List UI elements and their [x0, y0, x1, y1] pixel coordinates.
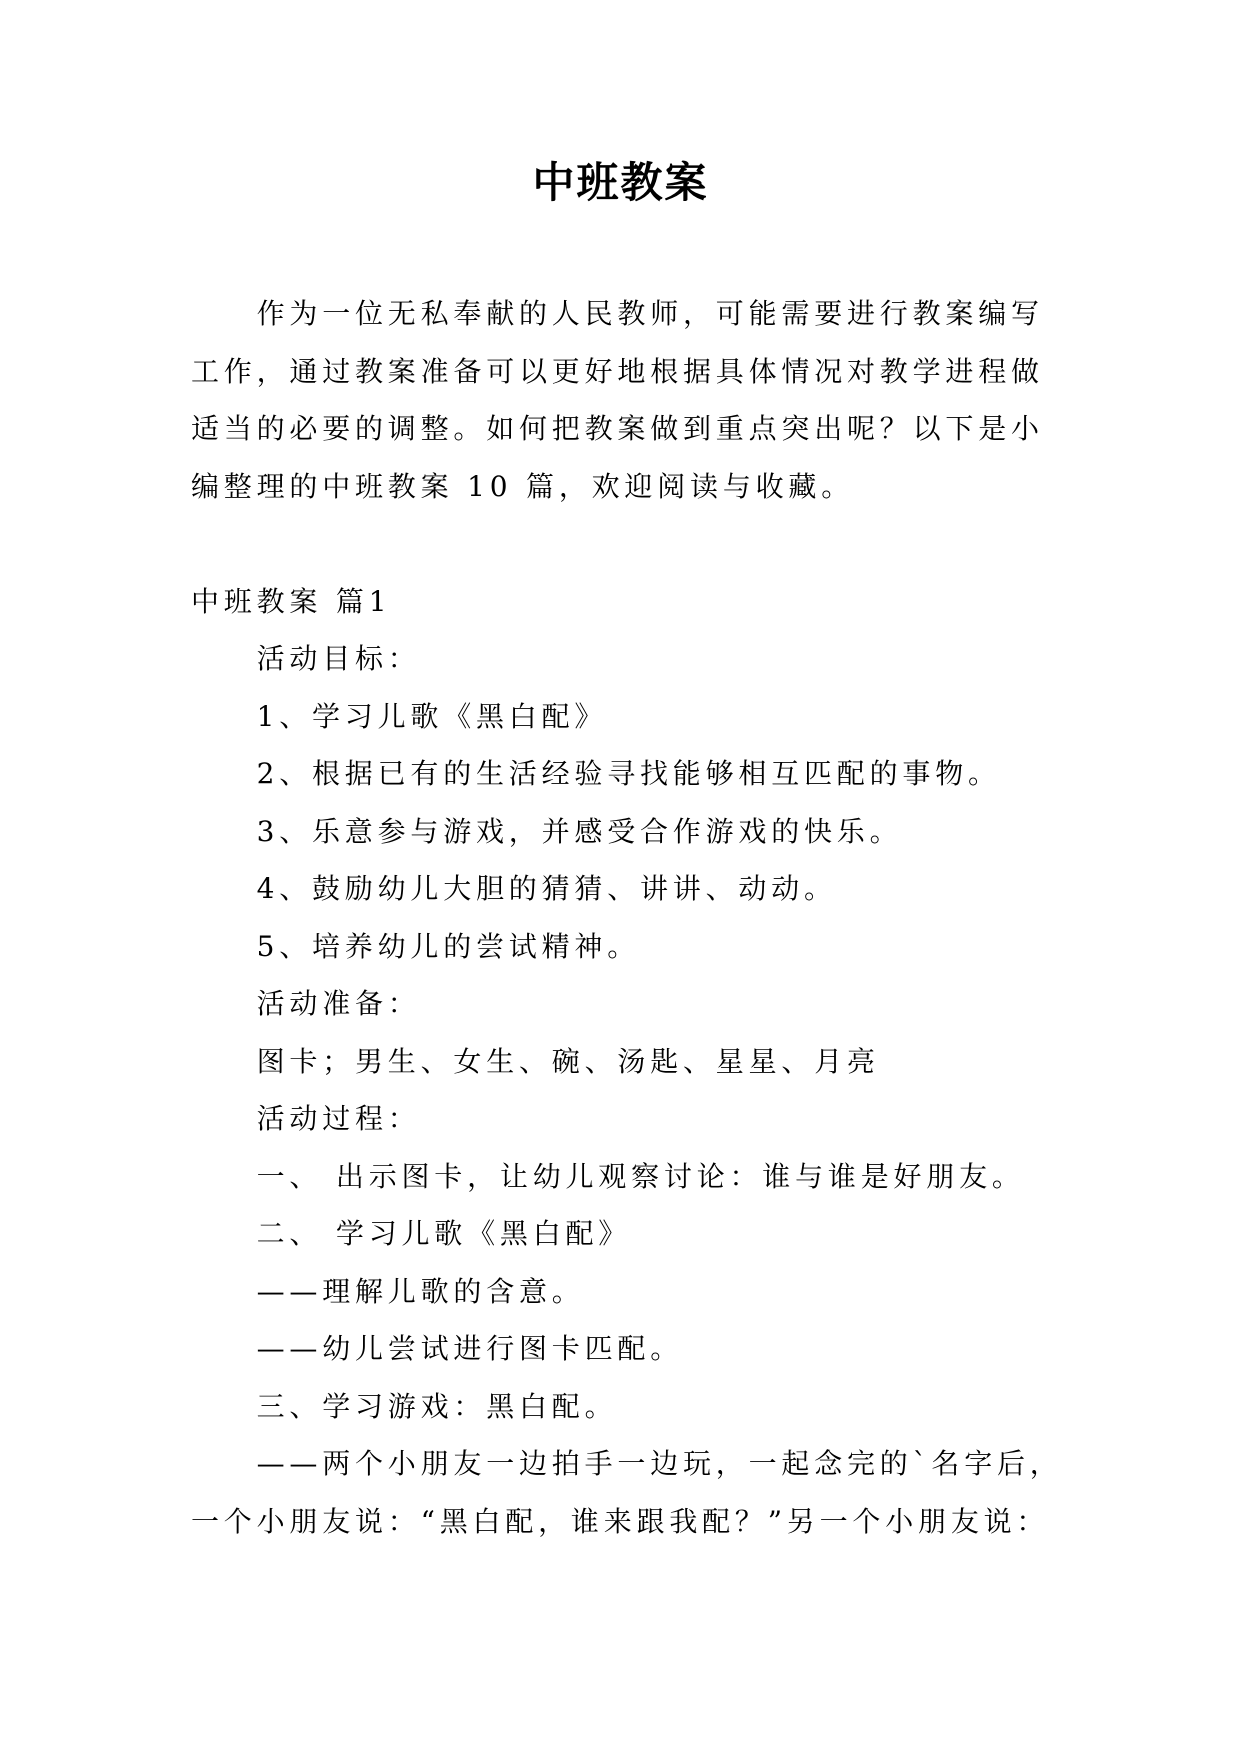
- document-title: 中班教案: [532, 158, 709, 207]
- lesson-section: [191, 573, 1091, 1551]
- objective-item: 1、学习儿歌《黑白配》: [256, 699, 608, 733]
- objective-item: 3、乐意参与游戏，并感受合作游戏的快乐。: [256, 814, 903, 848]
- intro-paragraph-line: 作为一位无私奉献的人民教师，可能需要进行教案编写: [256, 297, 1044, 330]
- process-substep: ——理解儿歌的含意。: [256, 1274, 585, 1308]
- objective-item: 2、根据已有的生活经验寻找能够相互匹配的事物。: [256, 757, 1001, 790]
- section-heading: 中班教案 篇1: [191, 584, 392, 618]
- intro-paragraph-line: 工作，通过教案准备可以更好地根据具体情况对教学进程做: [191, 354, 1044, 388]
- process-substep: ——两个小朋友一边拍手一边玩，一起念完的`名字后，: [256, 1447, 1063, 1480]
- objective-item: 5、培养幼儿的尝试精神。: [256, 929, 641, 963]
- document-body: [191, 285, 1091, 1550]
- intro-paragraph: [191, 285, 1091, 515]
- preparation-materials: 图卡；男生、女生、碗、汤匙、星星、月亮: [256, 1044, 880, 1078]
- blank-line: [191, 515, 1091, 573]
- objectives-label: 活动目标：: [256, 642, 421, 675]
- process-step: 三、学习游戏：黑白配。: [256, 1389, 618, 1423]
- intro-paragraph-line: 编整理的中班教案 10 篇，欢迎阅读与收藏。: [191, 469, 855, 503]
- intro-paragraph-line: 适当的必要的调整。如何把教案做到重点突出呢？以下是小: [191, 412, 1044, 445]
- process-label: 活动过程：: [256, 1102, 421, 1135]
- process-step: 二、 学习儿歌《黑白配》: [256, 1217, 632, 1250]
- process-substep-continued: 一个小朋友说：“黑白配，谁来跟我配？”另一个小朋友说：: [191, 1504, 1050, 1538]
- process-substep: ——幼儿尝试进行图卡匹配。: [256, 1332, 683, 1365]
- process-step: 一、 出示图卡，让幼儿观察讨论：谁与谁是好朋友。: [256, 1159, 1025, 1193]
- preparation-label: 活动准备：: [256, 987, 421, 1020]
- objective-item: 4、鼓励幼儿大胆的猜猜、讲讲、动动。: [256, 872, 837, 905]
